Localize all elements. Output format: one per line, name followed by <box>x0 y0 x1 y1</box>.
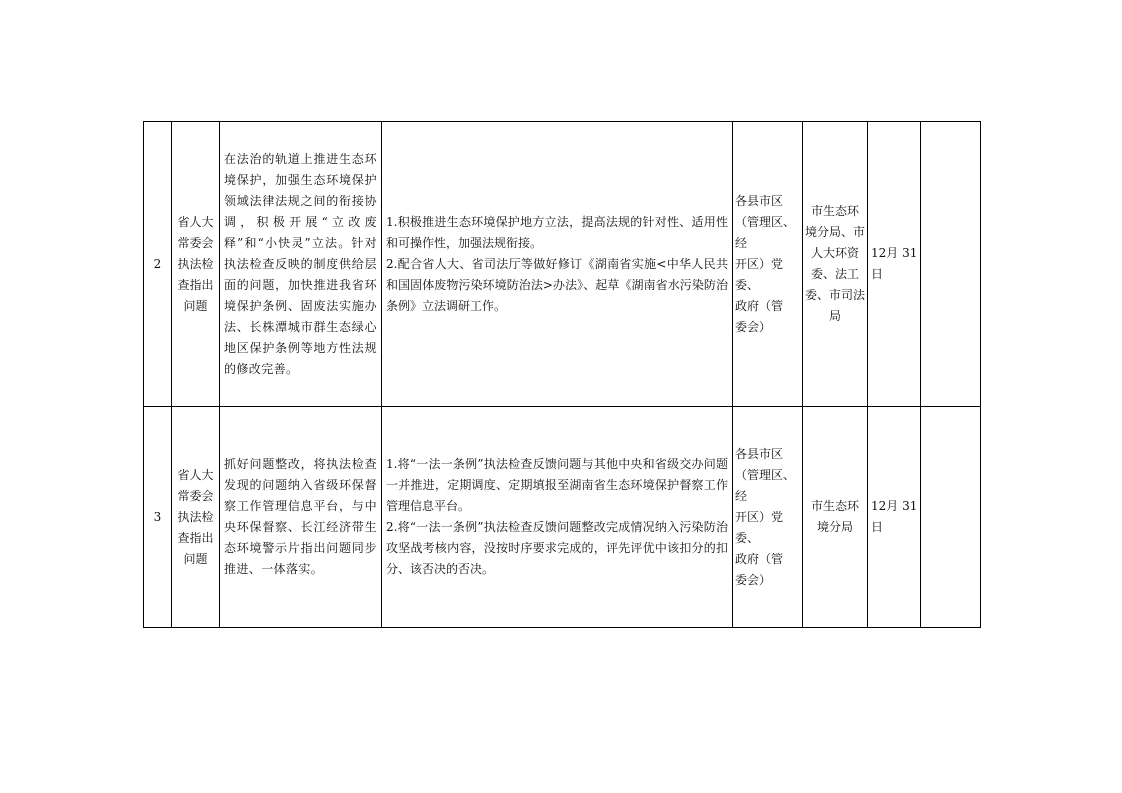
note-cell <box>921 122 981 407</box>
task-source: 省人大 常委会 执法检 查指出 问题 <box>172 407 220 628</box>
measure-item: 1.积极推进生态环境保护地方立法，提高法规的针对性、适用性和可操作性，加强法规衔接。 <box>386 214 728 250</box>
measure-item: 2.配合省人大、省司法厅等做好修订《湖南省实施<中华人民共和国固体废物污染环境防治法>办法》、起草《湖南省水污染防治条例》立法调研工作。 <box>386 256 728 313</box>
responsible-units: 各县市区 （管理区、经 开区）党委、 政府（管 委会） <box>733 122 803 407</box>
responsible-units: 各县市区 （管理区、经 开区）党委、 政府（管 委会） <box>733 407 803 628</box>
lead-units-text: 市生态环 境分局 <box>810 499 859 534</box>
lead-units <box>803 122 868 407</box>
row-number: 2 <box>144 122 172 407</box>
task-measures <box>382 407 733 628</box>
row-number: 3 <box>144 407 172 628</box>
deadline: 12月 31 日 <box>868 407 921 628</box>
task-measures <box>382 122 733 407</box>
deadline: 12月 31 日 <box>868 122 921 407</box>
task-description: 在法治的轨道上推进生态环境保护，加强生态环境保护领域法律法规之间的衔接协调，积极开展“立改废释”和“小快灵”立法。针对执法检查反映的制度供给层面的问题，加快推进我省环境保护条例、固废法实施办法、长株潭城市群生态绿心地区保护条例等地方性法规的修改完善。 <box>220 122 382 407</box>
lead-units <box>803 407 868 628</box>
lead-units-text: 市生态环 境分局、市 人大环资 委、法工 委、市司法 局 <box>804 204 865 323</box>
measure-item: 2.将“一法一条例”执法检查反馈问题整改完成情况纳入污染防治攻坚战考核内容，没按时序要求完成的，评先评优中该扣分的扣分、该否决的否决。 <box>386 520 728 576</box>
table-row <box>144 122 981 407</box>
measure-item: 1.将“一法一条例”执法检查反馈问题与其他中央和省级交办问题一并推进，定期调度、定期填报至湖南省生态环境保护督察工作管理信息平台。 <box>386 457 728 513</box>
task-table <box>143 121 981 628</box>
task-description: 抓好问题整改，将执法检查发现的问题纳入省级环保督察工作管理信息平台，与中央环保督察、长江经济带生态环境警示片指出问题同步推进、一体落实。 <box>220 407 382 628</box>
note-cell <box>921 407 981 628</box>
table-row <box>144 407 981 628</box>
task-source: 省人大 常委会 执法检 查指出 问题 <box>172 122 220 407</box>
